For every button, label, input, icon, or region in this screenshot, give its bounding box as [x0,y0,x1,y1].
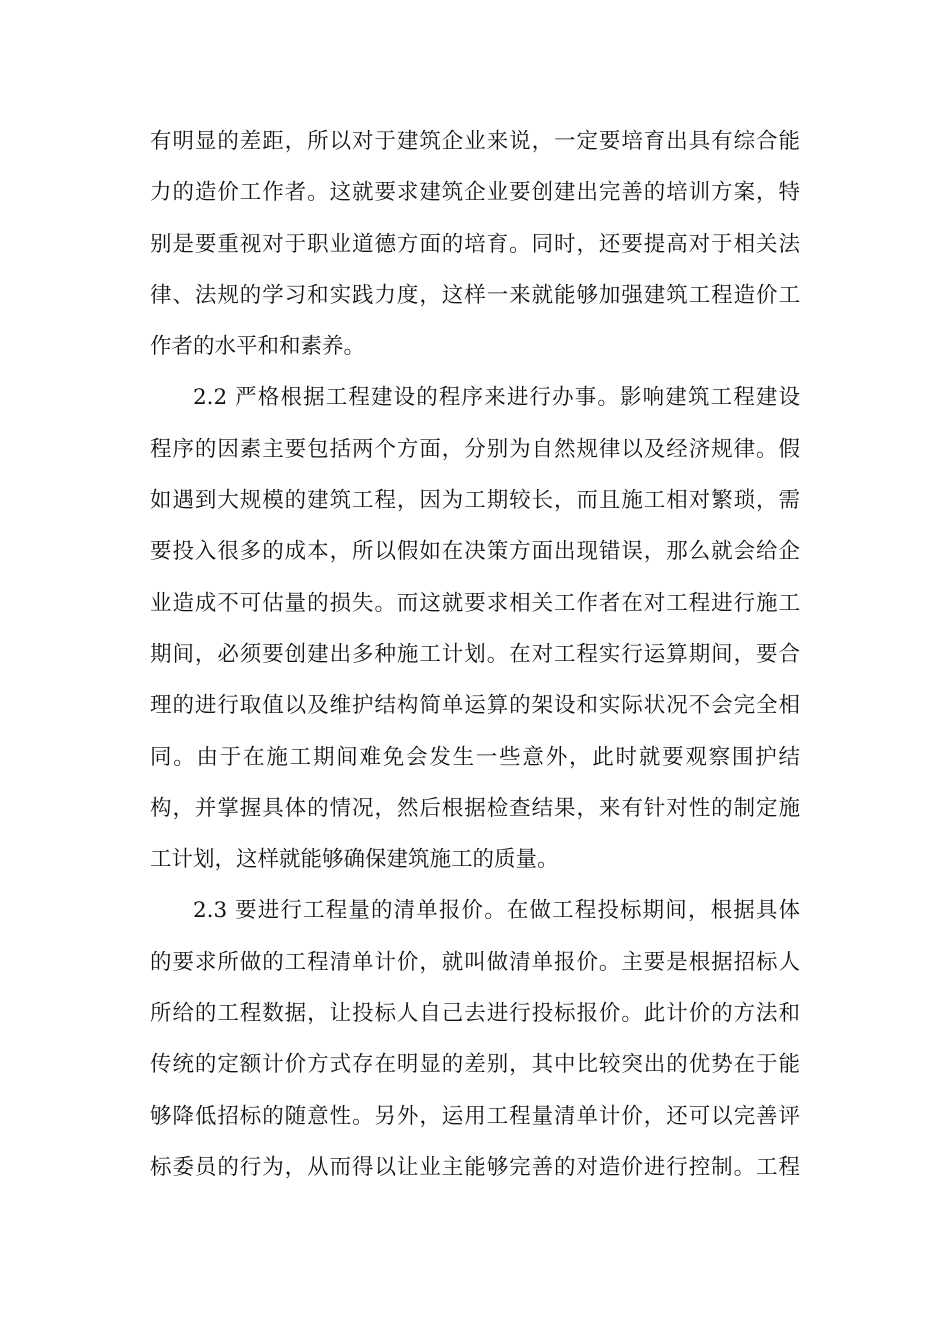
text-line: 够降低招标的随意性。另外，运用工程量清单计价，还可以完善评 [150,1103,800,1129]
paragraph-p2 [150,372,800,885]
text-line: 所给的工程数据，让投标人自己去进行投标报价。此计价的方法和 [150,1001,800,1027]
text-line: 有明显的差距，所以对于建筑企业来说，一定要培育出具有综合能 [150,129,800,154]
text-line: 如遇到大规模的建筑工程，因为工期较长，而且施工相对繁琐，需 [150,488,800,514]
paragraph-p3 [150,885,800,1193]
paragraph-p1 [150,116,800,372]
text-line: 的要求所做的工程清单计价，就叫做清单报价。主要是根据招标人 [150,949,800,975]
text-line: 业造成不可估量的损失。而这就要求相关工作者在对工程进行施工 [150,590,800,616]
text-line: 别是要重视对于职业道德方面的培育。同时，还要提高对于相关法 [150,231,800,257]
document-body [150,116,800,1193]
text-line: 传统的定额计价方式存在明显的差别，其中比较突出的优势在于能 [150,1052,800,1078]
text-line: 要投入很多的成本，所以假如在决策方面出现错误，那么就会给企 [150,539,800,565]
text-line: 同。由于在施工期间难免会发生一些意外，此时就要观察围护结 [150,744,800,770]
text-line: 构，并掌握具体的情况，然后根据检查结果，来有针对性的制定施 [150,795,800,821]
text-line: 理的进行取值以及维护结构简单运算的架设和实际状况不会完全相 [150,693,800,719]
text-line: 期间，必须要创建出多种施工计划。在对工程实行运算期间，要合 [150,641,800,667]
text-line: 2.2 严格根据工程建设的程序来进行办事。影响建筑工程建设 [193,385,800,411]
text-line: 作者的水平和和素养。 [150,334,366,360]
text-line: 律、法规的学习和实践力度，这样一来就能够加强建筑工程造价工 [150,282,800,308]
text-line: 程序的因素主要包括两个方面，分别为自然规律以及经济规律。假 [150,436,800,462]
text-line: 力的造价工作者。这就要求建筑企业要创建出完善的培训方案，特 [150,180,800,206]
text-line: 2.3 要进行工程量的清单报价。在做工程投标期间，根据具体 [193,898,800,924]
text-line: 标委员的行为，从而得以让业主能够完善的对造价进行控制。工程 [150,1154,800,1180]
text-line: 工计划，这样就能够确保建筑施工的质量。 [150,847,559,873]
